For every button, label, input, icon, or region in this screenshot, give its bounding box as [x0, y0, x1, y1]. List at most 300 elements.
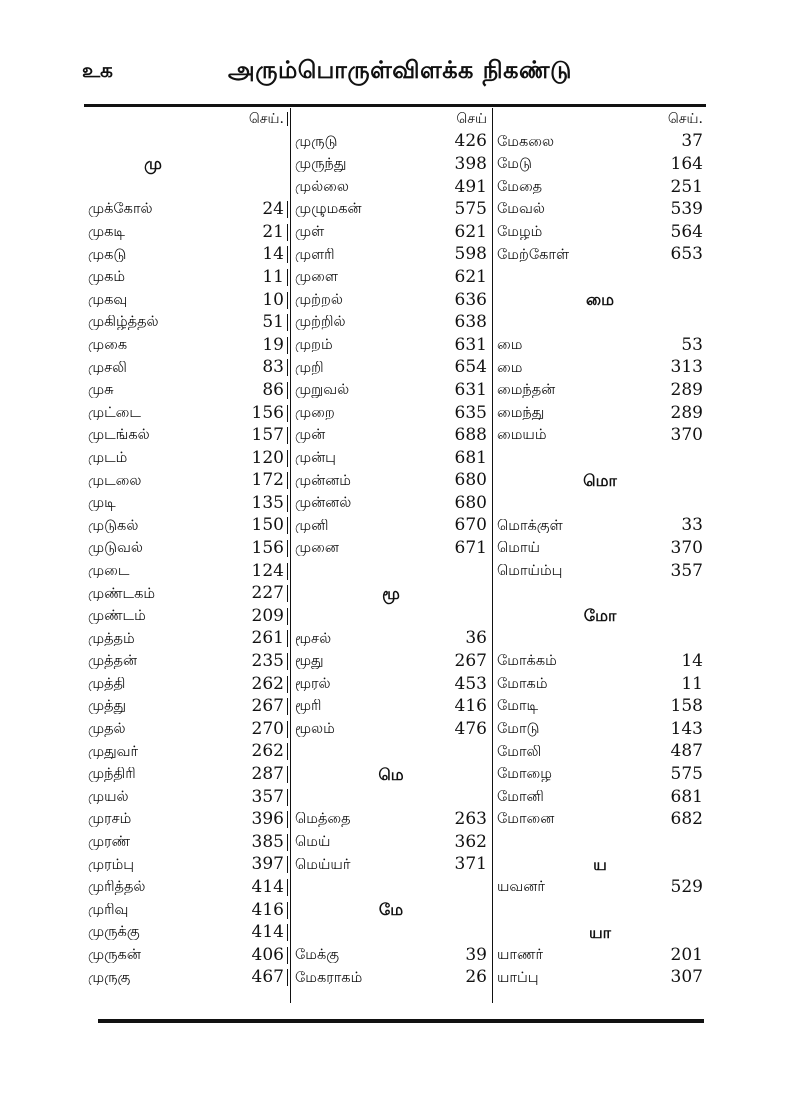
index-entry — [291, 131, 491, 154]
entry-word: மோனை — [497, 812, 555, 827]
entry-verse-number: 396 — [222, 811, 288, 828]
entry-verse-number: 262 — [222, 676, 288, 693]
index-entry — [84, 492, 288, 515]
entry-word: மோலி — [497, 744, 542, 760]
entry-word: முடுவல் — [88, 541, 143, 556]
index-entry — [84, 718, 288, 741]
entry-word: மேடு — [497, 157, 532, 172]
entry-word: முடலை — [88, 473, 142, 489]
entry-verse-number: 654 — [454, 357, 487, 378]
entry-verse-number: 680 — [454, 470, 487, 491]
index-entry — [84, 695, 288, 718]
entry-verse-number: 564 — [670, 221, 703, 242]
index-entry — [291, 266, 491, 289]
column-header-row — [84, 108, 288, 131]
index-entry — [291, 808, 491, 831]
entry-verse-number: 11 — [681, 673, 703, 694]
index-entry — [493, 786, 707, 809]
index-entry — [84, 808, 288, 831]
page-title: அரும்பொருள்விளக்க நிகண்டு — [228, 56, 572, 84]
entry-verse-number: 631 — [454, 334, 487, 355]
column-header-label: செய். — [222, 112, 288, 126]
entry-verse-number: 251 — [670, 176, 703, 197]
entry-word: மோக்கம் — [497, 654, 557, 669]
blank-row — [493, 628, 707, 651]
entry-word: மேக்கு — [295, 948, 340, 963]
index-entry — [493, 808, 707, 831]
index-entry — [291, 854, 491, 877]
entry-verse-number: 681 — [454, 447, 487, 468]
index-entry — [291, 967, 491, 990]
entry-word: முகடி — [88, 225, 125, 240]
index-entry — [84, 244, 288, 267]
entry-verse-number: 26 — [465, 967, 487, 988]
entry-verse-number: 19 — [222, 337, 288, 354]
section-letter: மோ — [583, 606, 617, 626]
entry-word: முடுகல் — [88, 518, 139, 534]
section-heading — [291, 582, 491, 605]
index-entry — [291, 311, 491, 334]
index-entry — [84, 673, 288, 696]
entry-word: மூலம் — [295, 722, 335, 737]
entry-word: முகடு — [88, 247, 127, 263]
entry-word: முகிழ்த்தல் — [88, 315, 159, 330]
index-entry — [493, 153, 707, 176]
entry-word: முரித்தல் — [88, 880, 146, 895]
entry-word: மேதை — [497, 179, 543, 195]
index-entry — [84, 289, 288, 312]
entry-word: மைந்தன் — [497, 383, 556, 398]
entry-verse-number: 491 — [454, 176, 487, 197]
entry-word: முனி — [295, 518, 329, 534]
entry-verse-number: 267 — [222, 698, 288, 715]
entry-verse-number: 227 — [222, 585, 288, 602]
index-entry — [84, 357, 288, 380]
entry-verse-number: 157 — [222, 427, 288, 444]
entry-word: மேகலை — [497, 134, 554, 150]
section-letter: யா — [588, 922, 612, 942]
entry-verse-number: 670 — [454, 515, 487, 536]
entry-word: மெய்யர் — [295, 857, 351, 873]
entry-verse-number: 357 — [670, 560, 703, 581]
entry-verse-number: 635 — [454, 402, 487, 423]
page-number: உக — [82, 58, 113, 82]
entry-verse-number: 397 — [222, 856, 288, 873]
entry-word: முதல் — [88, 722, 126, 737]
entry-word: மை — [497, 360, 523, 376]
section-heading — [493, 470, 707, 493]
entry-verse-number: 209 — [222, 608, 288, 625]
entry-verse-number: 621 — [454, 266, 487, 287]
entry-word: முசலி — [88, 360, 127, 376]
column-header-row — [493, 108, 707, 131]
blank-row — [291, 921, 491, 944]
index-entry — [291, 673, 491, 696]
entry-verse-number: 14 — [222, 246, 288, 263]
entry-word: மேற்கோள் — [497, 247, 570, 263]
index-entry — [493, 221, 707, 244]
blank-row — [493, 447, 707, 470]
index-entry — [84, 831, 288, 854]
entry-word: முன்னம் — [295, 473, 351, 489]
entry-word: மோகம் — [497, 676, 548, 692]
entry-verse-number: 143 — [670, 718, 703, 739]
index-entry — [84, 944, 288, 967]
index-entry — [84, 334, 288, 357]
entry-verse-number: 10 — [222, 292, 288, 309]
index-entry — [493, 741, 707, 764]
blank-row — [493, 266, 707, 289]
entry-word: முருந்து — [295, 157, 347, 172]
top-rule — [84, 104, 706, 107]
entry-verse-number: 172 — [222, 472, 288, 489]
index-entry — [493, 560, 707, 583]
entry-verse-number: 263 — [454, 809, 487, 830]
entry-verse-number: 453 — [454, 673, 487, 694]
entry-word: முளை — [295, 270, 338, 285]
index-entry — [84, 311, 288, 334]
entry-verse-number: 235 — [222, 653, 288, 670]
entry-word: மொய்ம்பு — [497, 563, 563, 579]
index-entry — [291, 198, 491, 221]
entry-word: மொக்குள் — [497, 518, 563, 534]
entry-verse-number: 150 — [222, 517, 288, 534]
index-entry — [493, 198, 707, 221]
entry-word: முன் — [295, 428, 326, 443]
entry-word: மூரல் — [295, 676, 331, 692]
index-entry — [493, 537, 707, 560]
blank-row — [493, 899, 707, 922]
index-entry — [84, 650, 288, 673]
entry-word: முருடு — [295, 134, 338, 150]
index-entry — [84, 424, 288, 447]
index-entry — [291, 492, 491, 515]
entry-word: மேகராகம் — [295, 970, 363, 986]
entry-word: முடம் — [88, 450, 128, 466]
entry-verse-number: 261 — [222, 630, 288, 647]
index-entry — [291, 176, 491, 199]
entry-verse-number: 414 — [222, 879, 288, 896]
entry-word: முடை — [88, 563, 130, 579]
index-entry — [84, 198, 288, 221]
entry-verse-number: 621 — [454, 221, 487, 242]
index-entry — [84, 899, 288, 922]
entry-word: முள் — [295, 225, 325, 240]
index-entry — [291, 357, 491, 380]
entry-word: மோழை — [497, 767, 552, 782]
entry-word: முயல் — [88, 789, 129, 805]
index-entry — [84, 379, 288, 402]
index-entry — [84, 470, 288, 493]
entry-verse-number: 51 — [222, 314, 288, 331]
entry-word: முட்டை — [88, 405, 141, 421]
index-entry — [291, 718, 491, 741]
blank-row — [493, 582, 707, 605]
index-entry — [493, 176, 707, 199]
entry-word: முந்திரி — [88, 767, 136, 782]
entry-verse-number: 39 — [465, 944, 487, 965]
entry-word: முறை — [295, 405, 335, 421]
entry-verse-number: 36 — [465, 628, 487, 649]
entry-verse-number: 267 — [454, 651, 487, 672]
entry-word: முத்தி — [88, 676, 126, 692]
entry-verse-number: 638 — [454, 312, 487, 333]
entry-word: முழுமகன் — [295, 202, 362, 217]
entry-word: முடங்கல் — [88, 428, 150, 443]
index-entry — [291, 537, 491, 560]
entry-verse-number: 398 — [454, 153, 487, 174]
index-entry — [291, 402, 491, 425]
entry-verse-number: 414 — [222, 924, 288, 941]
index-entry — [84, 266, 288, 289]
section-heading — [291, 899, 491, 922]
section-heading — [291, 763, 491, 786]
entry-verse-number: 156 — [222, 540, 288, 557]
entry-word: மை — [497, 337, 523, 353]
index-entry — [84, 921, 288, 944]
index-entry — [291, 831, 491, 854]
entry-word: முறி — [295, 360, 324, 376]
entry-word: முரம்பு — [88, 857, 135, 873]
entry-word: மூசல் — [295, 631, 332, 647]
entry-verse-number: 37 — [681, 131, 703, 152]
entry-word: முற்றில் — [295, 315, 346, 330]
entry-verse-number: 680 — [454, 492, 487, 513]
index-entry — [84, 605, 288, 628]
entry-verse-number: 671 — [454, 538, 487, 559]
index-entry — [291, 221, 491, 244]
entry-word: முண்டம் — [88, 609, 146, 624]
index-entry — [493, 673, 707, 696]
index-entry — [493, 967, 707, 990]
entry-word: மெய் — [295, 835, 331, 850]
entry-verse-number: 287 — [222, 766, 288, 783]
index-entry — [493, 876, 707, 899]
entry-verse-number: 575 — [670, 764, 703, 785]
entry-verse-number: 682 — [670, 809, 703, 830]
index-entry — [493, 650, 707, 673]
index-entry — [493, 131, 707, 154]
entry-verse-number: 33 — [681, 515, 703, 536]
index-entry — [291, 379, 491, 402]
blank-row — [291, 741, 491, 764]
entry-verse-number: 385 — [222, 834, 288, 851]
index-entry — [493, 244, 707, 267]
entry-verse-number: 426 — [454, 131, 487, 152]
section-heading — [493, 605, 707, 628]
index-entry — [291, 424, 491, 447]
blank-row — [84, 131, 288, 154]
entry-word: மூது — [295, 654, 324, 669]
entry-word: முரிவு — [88, 902, 129, 918]
entry-verse-number: 631 — [454, 379, 487, 400]
entry-word: மேழம் — [497, 225, 543, 240]
entry-word: மையம் — [497, 428, 547, 443]
index-entry — [493, 763, 707, 786]
entry-verse-number: 11 — [222, 269, 288, 286]
entry-word: முற்றல் — [295, 292, 343, 308]
entry-verse-number: 357 — [222, 789, 288, 806]
entry-verse-number: 156 — [222, 405, 288, 422]
index-entry — [84, 447, 288, 470]
index-entry — [493, 357, 707, 380]
index-entry — [291, 153, 491, 176]
index-entry — [493, 718, 707, 741]
entry-verse-number: 487 — [670, 741, 703, 762]
blank-row — [291, 876, 491, 899]
entry-word: முத்து — [88, 699, 127, 714]
entry-verse-number: 575 — [454, 199, 487, 220]
index-entry — [493, 944, 707, 967]
index-entry — [84, 628, 288, 651]
entry-word: முரசம் — [88, 812, 132, 827]
entry-word: முகம் — [88, 270, 126, 285]
index-entry — [84, 967, 288, 990]
entry-word: மொய் — [497, 541, 540, 556]
entry-verse-number: 362 — [454, 831, 487, 852]
index-entry — [291, 515, 491, 538]
entry-verse-number: 24 — [222, 201, 288, 218]
entry-verse-number: 371 — [454, 854, 487, 875]
entry-verse-number: 476 — [454, 718, 487, 739]
entry-verse-number: 370 — [670, 425, 703, 446]
entry-word: முகவு — [88, 292, 128, 308]
entry-verse-number: 416 — [454, 696, 487, 717]
entry-verse-number: 158 — [670, 696, 703, 717]
entry-verse-number: 313 — [670, 357, 703, 378]
entry-word: யாப்பு — [497, 970, 539, 986]
entry-verse-number: 86 — [222, 382, 288, 399]
entry-word: முதுவர் — [88, 744, 139, 760]
entry-verse-number: 529 — [670, 876, 703, 897]
index-entry — [84, 854, 288, 877]
entry-word: மெத்தை — [295, 812, 351, 827]
entry-verse-number: 135 — [222, 495, 288, 512]
index-entry — [84, 221, 288, 244]
entry-word: முத்தம் — [88, 631, 135, 647]
index-column-1 — [84, 108, 288, 1003]
blank-row — [493, 492, 707, 515]
section-heading — [493, 289, 707, 312]
section-letter: மே — [378, 900, 404, 920]
entry-word: மைந்து — [497, 405, 545, 421]
entry-verse-number: 653 — [670, 244, 703, 265]
blank-row — [291, 605, 491, 628]
entry-word: முன்பு — [295, 450, 336, 466]
section-letter: மூ — [382, 583, 400, 603]
index-entry — [84, 786, 288, 809]
section-heading — [493, 854, 707, 877]
entry-verse-number: 598 — [454, 244, 487, 265]
blank-row — [291, 786, 491, 809]
entry-word: முருகு — [88, 970, 131, 986]
section-letter: ய — [593, 854, 607, 874]
entry-verse-number: 467 — [222, 969, 288, 986]
entry-word: முருக்கு — [88, 925, 140, 940]
entry-word: முசு — [88, 383, 114, 398]
index-entry — [291, 944, 491, 967]
index-entry — [291, 695, 491, 718]
blank-row — [493, 831, 707, 854]
index-entry — [291, 628, 491, 651]
entry-verse-number: 120 — [222, 450, 288, 467]
entry-word: முல்லை — [295, 179, 349, 195]
entry-word: முக்கோல் — [88, 202, 153, 217]
index-entry — [84, 515, 288, 538]
entry-word: மேவல் — [497, 202, 545, 217]
index-entry — [84, 537, 288, 560]
blank-row — [291, 560, 491, 583]
entry-verse-number: 270 — [222, 721, 288, 738]
index-entry — [84, 402, 288, 425]
section-letter: மெ — [378, 764, 404, 784]
index-entry — [291, 289, 491, 312]
entry-verse-number: 539 — [670, 199, 703, 220]
entry-word: யாணர் — [497, 948, 544, 963]
entry-verse-number: 83 — [222, 359, 288, 376]
entry-word: முருகன் — [88, 948, 141, 963]
index-entry — [291, 244, 491, 267]
index-entry — [493, 334, 707, 357]
entry-word: மூரி — [295, 699, 322, 714]
column-header-row — [291, 108, 491, 131]
index-entry — [84, 763, 288, 786]
blank-row — [84, 176, 288, 199]
entry-word: முன்னல் — [295, 496, 352, 511]
index-entry — [84, 876, 288, 899]
entry-verse-number: 124 — [222, 563, 288, 580]
entry-word: முடி — [88, 496, 116, 511]
entry-verse-number: 370 — [670, 538, 703, 559]
entry-verse-number: 201 — [670, 944, 703, 965]
index-entry — [493, 515, 707, 538]
entry-verse-number: 21 — [222, 224, 288, 241]
entry-word: முகை — [88, 337, 128, 353]
index-column-3 — [492, 108, 707, 1003]
entry-word: முண்டகம் — [88, 586, 156, 602]
section-letter: மை — [585, 290, 614, 310]
entry-verse-number: 14 — [681, 651, 703, 672]
index-entry — [493, 402, 707, 425]
entry-word: மோனி — [497, 789, 544, 805]
entry-word: யவனர் — [497, 880, 545, 895]
entry-word: முரண் — [88, 835, 131, 850]
index-entry — [291, 447, 491, 470]
index-entry — [291, 470, 491, 493]
entry-word: முளரி — [295, 247, 335, 263]
index-entry — [493, 695, 707, 718]
bottom-rule — [98, 1019, 704, 1023]
index-entry — [291, 650, 491, 673]
index-entry — [84, 582, 288, 605]
entry-verse-number: 681 — [670, 786, 703, 807]
column-header-label: செய். — [667, 111, 703, 128]
entry-verse-number: 688 — [454, 425, 487, 446]
entry-word: மோடி — [497, 699, 539, 714]
entry-verse-number: 406 — [222, 947, 288, 964]
entry-verse-number: 289 — [670, 379, 703, 400]
index-entry — [84, 741, 288, 764]
section-letter: மு — [144, 154, 162, 174]
entry-verse-number: 416 — [222, 902, 288, 919]
entry-word: முறம் — [295, 337, 333, 353]
section-heading — [84, 153, 288, 176]
entry-verse-number: 307 — [670, 967, 703, 988]
index-column-2 — [290, 108, 491, 1003]
index-entry — [493, 379, 707, 402]
entry-word: மோடு — [497, 722, 540, 737]
index-entry — [493, 424, 707, 447]
